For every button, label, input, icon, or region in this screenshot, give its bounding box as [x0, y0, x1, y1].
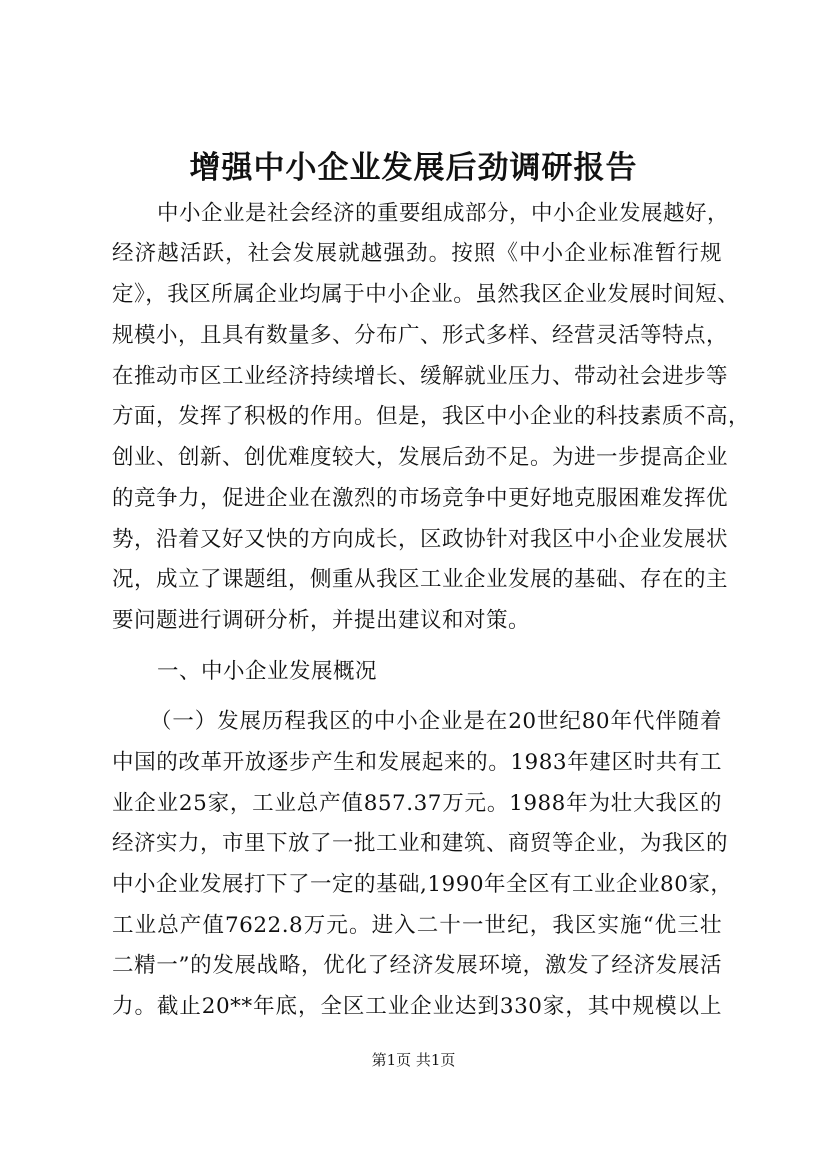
paragraph-line: 规模小，且具有数量多、分布广、形式多样、经营灵活等特点，	[112, 323, 729, 348]
paragraph-line: 经济实力，市里下放了一批工业和建筑、商贸等企业，为我区的	[112, 831, 729, 856]
paragraph-line: 势，沿着又好又快的方向成长，区政协针对我区中小企业发展状	[112, 527, 729, 552]
paragraph-line: 要问题进行调研分析，并提出建议和对策。	[112, 608, 531, 633]
paragraph-line: 中国的改革开放逐步产生和发展起来的。1983年建区时共有工	[112, 750, 722, 775]
paragraph-line: 况，成立了课题组，侧重从我区工业企业发展的基础、存在的主	[112, 567, 729, 592]
paragraph-line: （一）发展历程我区的中小企业是在20世纪80年代伴随着	[150, 709, 722, 734]
paragraph-line: 在推动市区工业经济持续增长、缓解就业压力、带动社会进步等	[112, 364, 729, 389]
paragraph-line: 力。截止20**年底，全区工业企业达到330家，其中规模以上	[112, 994, 722, 1019]
paragraph-line: 方面，发挥了积极的作用。但是，我区中小企业的科技素质不高，	[112, 404, 751, 429]
paragraph-line: 经济越活跃，社会发展就越强劲。按照《中小企业标准暂行规	[112, 241, 722, 266]
paragraph-line: 中小企业发展打下了一定的基础,1990年全区有工业企业80家，	[112, 872, 733, 897]
section-heading: 一、中小企业发展概况	[157, 659, 378, 684]
paragraph-line: 中小企业是社会经济的重要组成部分，中小企业发展越好，	[157, 201, 730, 226]
paragraph-line: 二精一”的发展战略，优化了经济发展环境，激发了经济发展活	[112, 953, 722, 978]
document-title: 增强中小企业发展后劲调研报告	[189, 150, 638, 186]
page-number-footer: 第1页 共1页	[371, 1051, 456, 1069]
paragraph-line: 工业总产值7622.8万元。进入二十一世纪，我区实施“优三壮	[112, 913, 722, 938]
paragraph-line: 定》，我区所属企业均属于中小企业。虽然我区企业发展时间短、	[112, 282, 740, 307]
paragraph-line: 的竞争力，促进企业在激烈的市场竞争中更好地克服困难发挥优	[112, 486, 729, 511]
paragraph-line: 业企业25家，工业总产值857.37万元。1988年为壮大我区的	[112, 791, 722, 816]
paragraph-line: 创业、创新、创优难度较大，发展后劲不足。为进一步提高企业	[112, 445, 729, 470]
